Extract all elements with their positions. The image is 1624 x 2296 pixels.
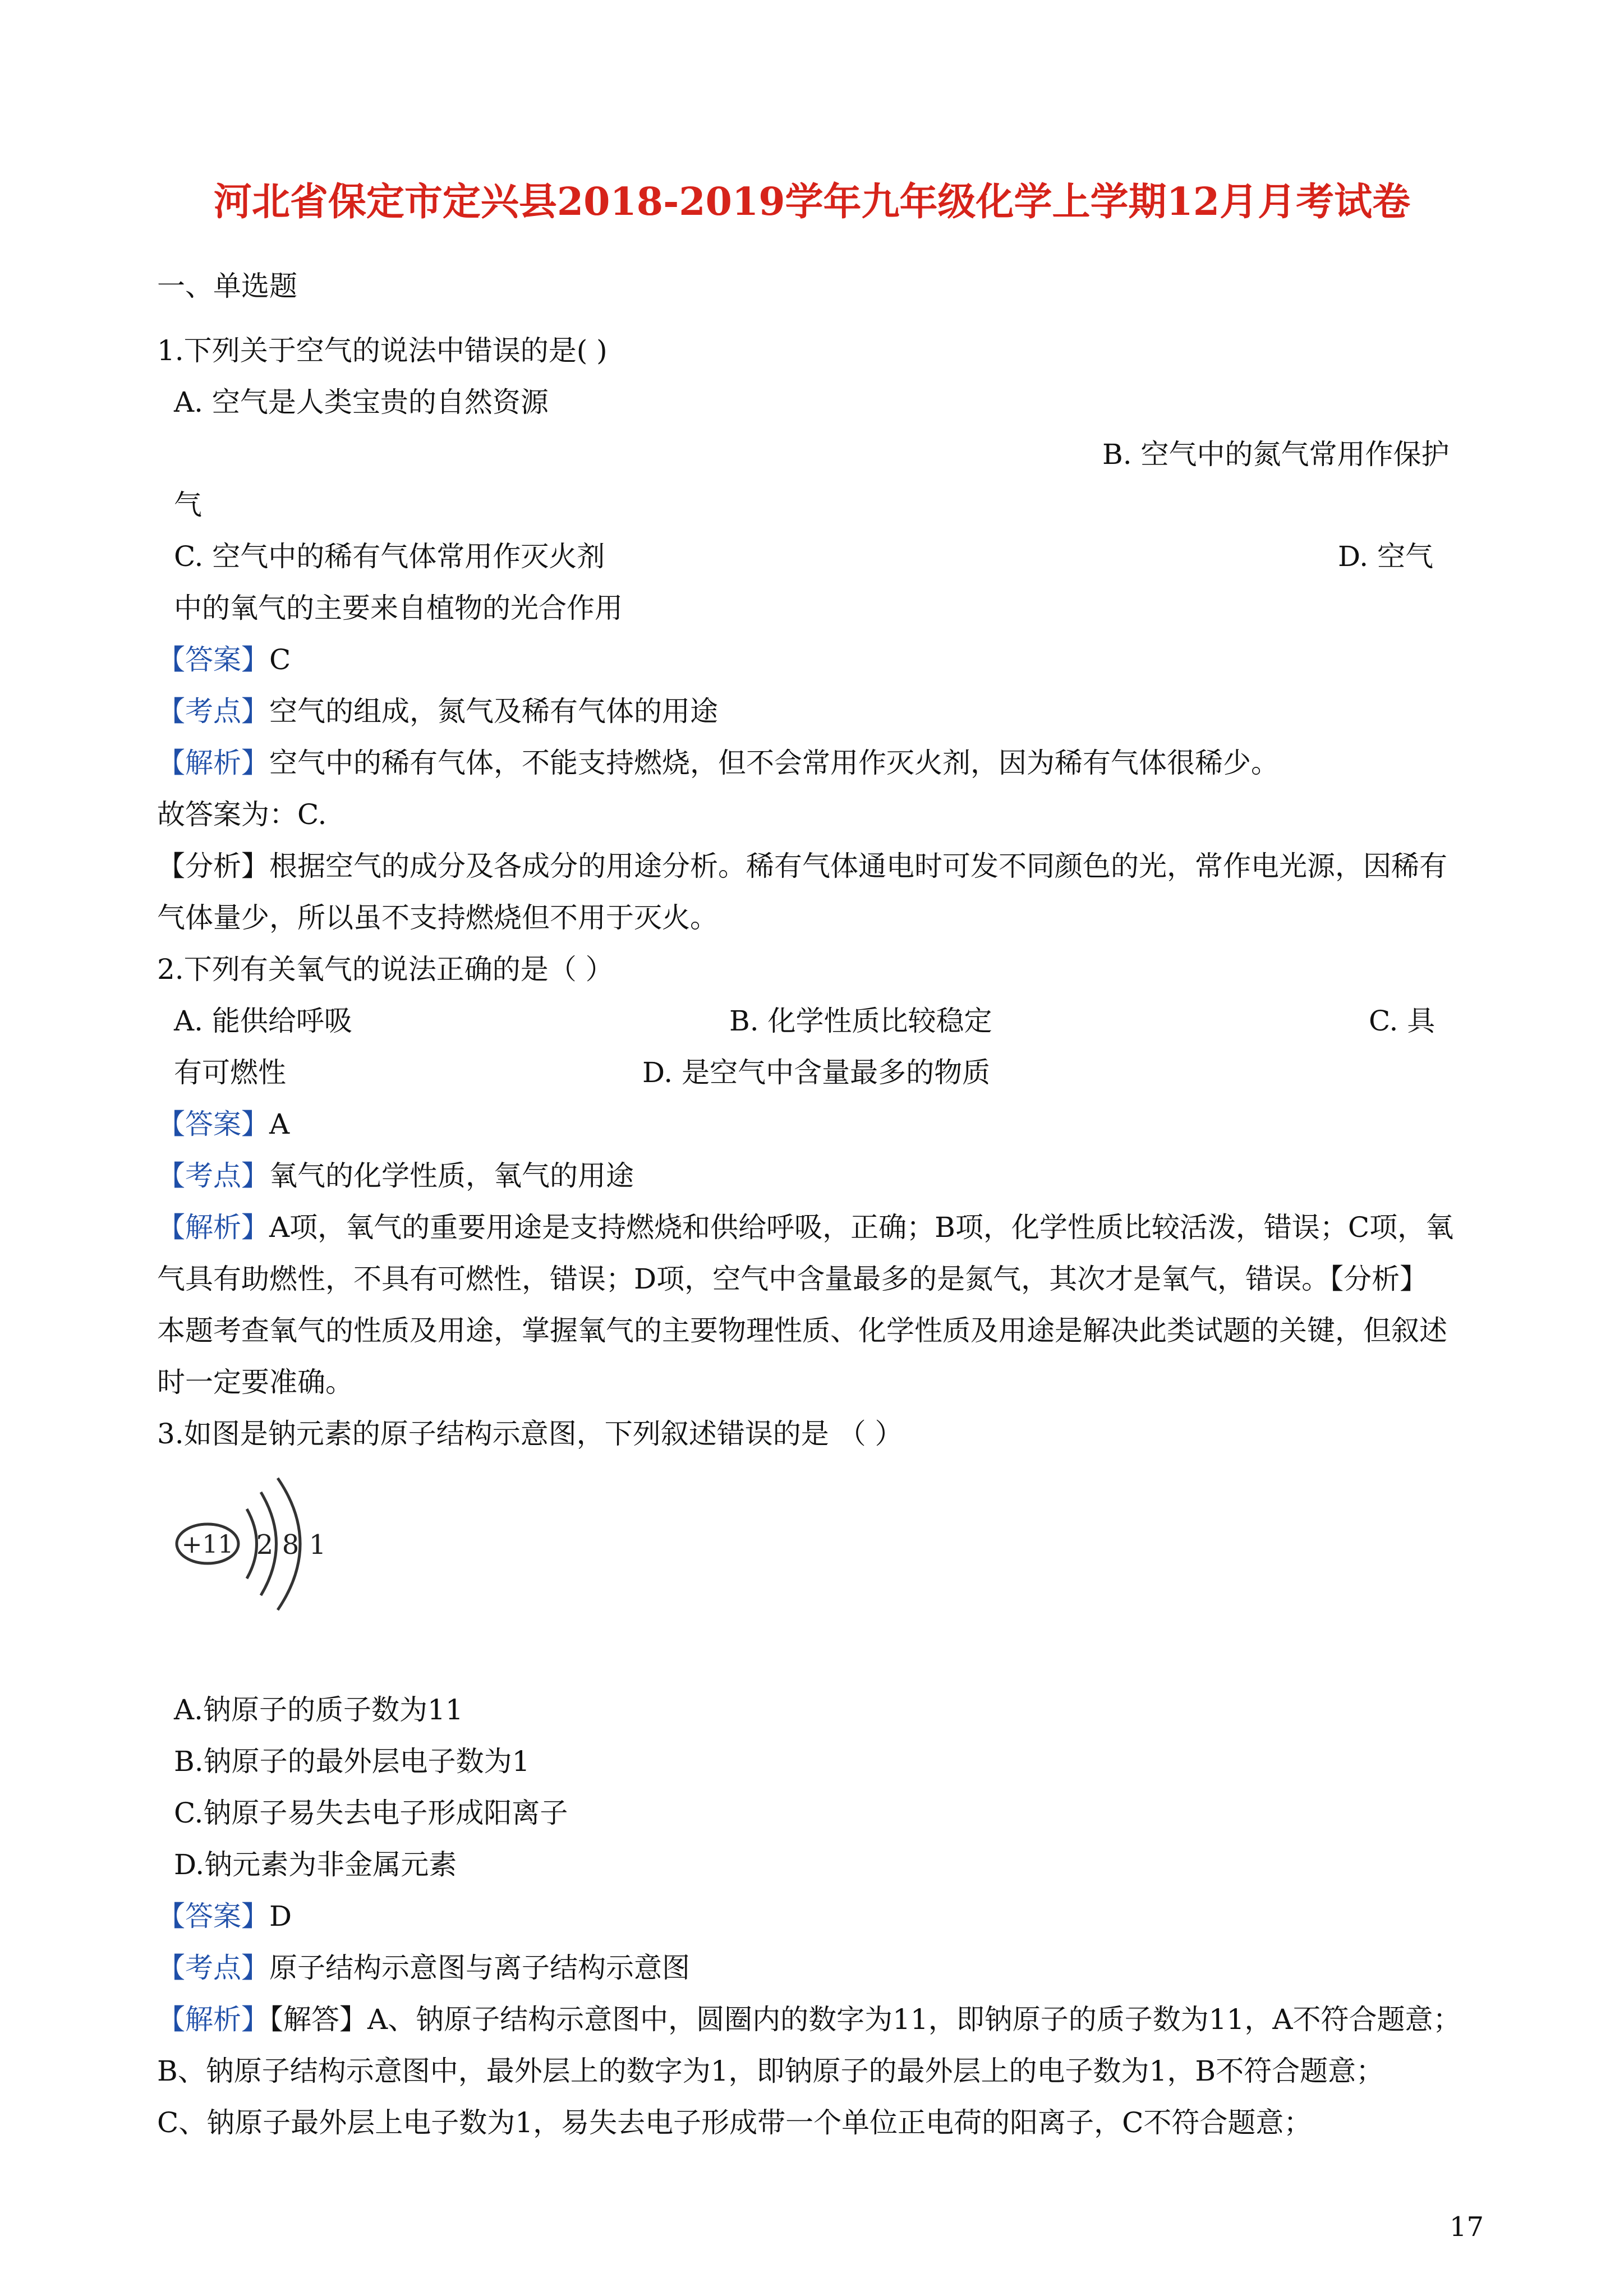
q1-option-b: B. 空气中的氮气常用作保护 [1102, 438, 1450, 471]
shell-1-electrons: 2 [256, 1529, 274, 1561]
analysis-text: A项，氧气的重要用途是支持燃烧和供给呼吸，正确；B项，化学性质比较活泼，错误；C项，氧 [269, 1211, 1454, 1244]
point-tag: 【考点】 [157, 1159, 269, 1192]
analysis-tag: 【解析】 [157, 2003, 269, 2036]
q3-stem: 3.如图是钠元素的原子结构示意图，下列叙述错误的是 （ ） [157, 1418, 903, 1450]
nucleus-charge: +11 [181, 1530, 234, 1559]
answer-value: C [269, 643, 291, 676]
q2-option-a: A. 能供给呼吸 [174, 1005, 352, 1037]
q2-analysis-line-1 [157, 1211, 1453, 1244]
q2-stem: 2.下列有关氧气的说法正确的是（ ） [157, 953, 614, 986]
q1-option-d-cont: 中的氧气的主要来自植物的光合作用 [174, 592, 623, 624]
q3-analysis-line-3: C、钠原子最外层上电子数为1，易失去电子形成带一个单位正电荷的阳离子，C不符合题意； [157, 2106, 1312, 2139]
q3-point [157, 1951, 690, 1985]
point-tag: 【考点】 [157, 695, 269, 728]
section-heading: 一、单选题 [157, 270, 297, 302]
q2-analysis-line-4: 时一定要准确。 [157, 1366, 353, 1398]
q1-conclusion: 故答案为：C. [157, 798, 327, 831]
q3-answer [157, 1899, 292, 1933]
sodium-atom-structure-diagram [168, 1470, 348, 1621]
shell-3-electrons: 1 [309, 1529, 326, 1561]
q1-analysis [157, 746, 1279, 780]
q3-option-b: B.钠原子的最外层电子数为1 [174, 1745, 530, 1778]
q1-stem: 1.下列关于空气的说法中错误的是( ) [157, 334, 608, 367]
q2-analysis-line-2: 气具有助燃性，不具有可燃性，错误；D项，空气中含量最多的是氮气，其次才是氧气，错误。【分析】 [157, 1263, 1428, 1295]
answer-tag: 【答案】 [157, 1900, 269, 1932]
q3-analysis-line-1 [157, 2003, 1461, 2036]
q1-point [157, 694, 718, 728]
q1-fenxi-line-1: 【分析】根据空气的成分及各成分的用途分析。稀有气体通电时可发不同颜色的光，常作电光源，因稀有 [157, 850, 1447, 882]
q2-option-c-cont: 有可燃性 [174, 1056, 286, 1089]
q2-option-b: B. 化学性质比较稳定 [729, 1005, 992, 1037]
point-text: 氧气的化学性质，氧气的用途 [269, 1159, 634, 1192]
q1-option-d: D. 空气 [1338, 540, 1434, 573]
page-title: 河北省保定市定兴县2018-2019学年九年级化学上学期12月月考试卷 [213, 180, 1411, 224]
q2-analysis-line-3: 本题考查氧气的性质及用途，掌握氧气的主要物理性质、化学性质及用途是解决此类试题的关键，但叙述 [157, 1314, 1447, 1347]
point-tag: 【考点】 [157, 1952, 269, 1984]
q3-analysis-line-2: B、钠原子结构示意图中，最外层上的数字为1，即钠原子的最外层上的电子数为1，B不符合题意； [157, 2055, 1384, 2087]
q2-answer [157, 1107, 289, 1141]
analysis-text: 空气中的稀有气体，不能支持燃烧，但不会常用作灭火剂，因为稀有气体很稀少。 [269, 747, 1279, 779]
point-text: 空气的组成，氮气及稀有气体的用途 [269, 695, 718, 728]
point-text: 原子结构示意图与离子结构示意图 [269, 1952, 690, 1984]
electron-shell-1 [247, 1509, 257, 1579]
answer-value: D [269, 1900, 292, 1932]
analysis-text: 【解答】A、钠原子结构示意图中，圆圈内的数字为11，即钠原子的质子数为11，A不符合题意； [269, 2003, 1461, 2036]
page-number: 17 [1449, 2211, 1484, 2243]
analysis-tag: 【解析】 [157, 747, 269, 779]
q1-answer [157, 643, 291, 677]
q1-fenxi-line-2: 气体量少，所以虽不支持燃烧但不用于灭火。 [157, 901, 718, 934]
q1-option-a: A. 空气是人类宝贵的自然资源 [174, 386, 549, 418]
answer-tag: 【答案】 [157, 643, 269, 676]
q1-option-c: C. 空气中的稀有气体常用作灭火剂 [174, 540, 605, 573]
q2-option-c: C. 具 [1369, 1005, 1436, 1037]
q2-point [157, 1159, 634, 1193]
answer-tag: 【答案】 [157, 1108, 269, 1140]
q1-option-b-cont: 气 [174, 489, 202, 521]
q3-option-d: D.钠元素为非金属元素 [174, 1848, 457, 1881]
q3-option-c: C.钠原子易失去电子形成阳离子 [174, 1797, 568, 1829]
shell-2-electrons: 8 [282, 1529, 300, 1561]
q2-option-d: D. 是空气中含量最多的物质 [642, 1056, 991, 1089]
answer-value: A [269, 1108, 290, 1140]
q3-option-a: A.钠原子的质子数为11 [174, 1694, 463, 1726]
analysis-tag: 【解析】 [157, 1211, 269, 1244]
